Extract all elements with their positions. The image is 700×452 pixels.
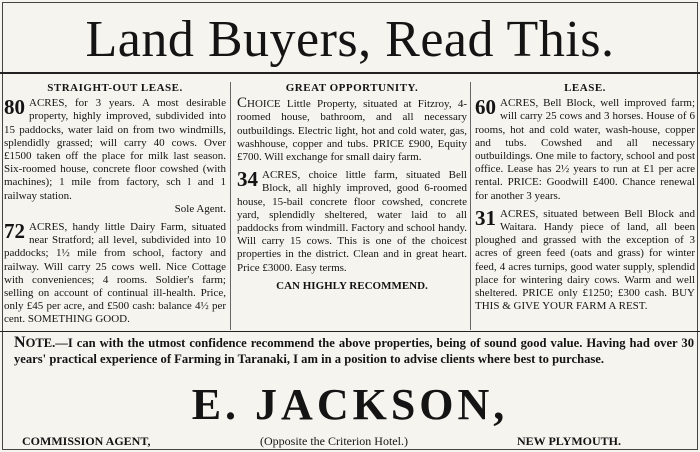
sole-agent-label: Sole Agent. bbox=[174, 202, 226, 215]
listing-fitzroy bbox=[237, 97, 467, 164]
listing-text: ACRES, choice little farm, situated Bell Block, all highly improved, good 6-roomed house, 15-bail concrete floor cowshed, concrete yard, splendidly sheltered, water laid to all paddocks from windmill. Factory and school handy. Will carry 15 cows. This is one of the choicest properties in the district. Clean and in great heart. Price £3000. Easy terms. bbox=[237, 169, 467, 274]
listing-number: 80 bbox=[4, 95, 25, 120]
footer-location: NEW PLYMOUTH. bbox=[517, 434, 622, 448]
column-heading: STRAIGHT-OUT LEASE. bbox=[47, 82, 183, 94]
listing-number: 60 bbox=[475, 95, 496, 120]
listing-number: 34 bbox=[237, 167, 258, 192]
listing-text: HOICE Little Property, situated at Fitzroy, 4-roomed house, bathroom, and all necessary outbuildings. Electric light, hot and cold water, gas, washhouse, copper and tubs. PRICE £900, Equity £700. Will exchange for small dairy farm. bbox=[237, 98, 467, 164]
headline-rule bbox=[0, 72, 700, 74]
listing-text: ACRES, handy little Dairy Farm, situated near Stratford; all level, subdivided into 10 paddocks; 1½ mile from school, factory and railway. Will carry 25 cows well. Nice Cottage with conveniences; 4 rooms. Soldier's farm; selling on account of continual ill-health. Price, only £45 per acre, and £500 cash: balance 4½ per cent. SOMETHING GOOD. bbox=[4, 221, 226, 326]
column-divider-1 bbox=[230, 82, 231, 330]
listing-number: 31 bbox=[475, 205, 496, 230]
footer-title: COMMISSION AGENT, bbox=[22, 434, 151, 448]
columns-bottom-rule bbox=[0, 331, 700, 332]
listing-60-acres bbox=[475, 97, 695, 203]
agent-note bbox=[14, 335, 694, 367]
listing-72-acres bbox=[4, 221, 226, 327]
listing-text: ACRES, situated between Bell Block and Waitara. Handy piece of land, all been ploughed and grassed with the exception of 3 acres of green feed (oats and grass) for winter feed, 4 acres turnips, good water supply, splendid place for wintering dairy cows. Warm and well sheltered. PRICE only £1250; £300 cash. BUY THIS & GIVE YOUR FARM A REST. bbox=[475, 207, 695, 313]
note-text: OTE.—I can with the utmost confidence recommend the above properties, being of sound good value. Having had over 30 years' practical experience of Farming in Taranaki, I am in a position to advise clients where best to purchase. bbox=[14, 336, 694, 366]
column-straight-out-lease bbox=[4, 82, 226, 332]
column-heading: GREAT OPPORTUNITY. bbox=[285, 82, 419, 94]
listing-text: ACRES, for 3 years. A most desirable property, highly improved, subdivided into 15 paddocks, water laid on from two windmills, splendidly grassed; will carry 40 cows. Over £1500 taken off the place for milk last season. Six-roomed house, concrete floor cowshed (with machines); 1 mile from factory, sch l and 1 railway station. bbox=[4, 97, 226, 202]
listing-34-acres bbox=[237, 169, 467, 275]
recommendation-line: CAN HIGHLY RECOMMEND. bbox=[276, 279, 428, 292]
listing-number: 72 bbox=[4, 219, 25, 244]
listing-text: ACRES, Bell Block, well improved farm; will carry 25 cows and 3 horses. House of 6 rooms, hot and cold water, wash-house, copper and tubs. Cowshed and all necessary outbuildings. One mile to factory, school and post office. Lease has 2½ years to run at £1 per acre rental. PRICE: Goodwill £400. Chance renewal for another 3 years. bbox=[475, 97, 695, 202]
drop-cap: C bbox=[237, 95, 248, 112]
footer-address: (Opposite the Criterion Hotel.) bbox=[260, 434, 408, 448]
agent-name: E. JACKSON, bbox=[191, 380, 509, 429]
column-great-opportunity bbox=[237, 82, 467, 293]
drop-cap: N bbox=[14, 334, 26, 351]
listing-31-acres bbox=[475, 205, 695, 314]
column-divider-2 bbox=[470, 82, 471, 330]
headline: Land Buyers, Read This. bbox=[85, 11, 615, 68]
listing-80-acres bbox=[4, 97, 226, 216]
column-heading: LEASE. bbox=[564, 82, 606, 94]
column-lease bbox=[475, 82, 695, 318]
